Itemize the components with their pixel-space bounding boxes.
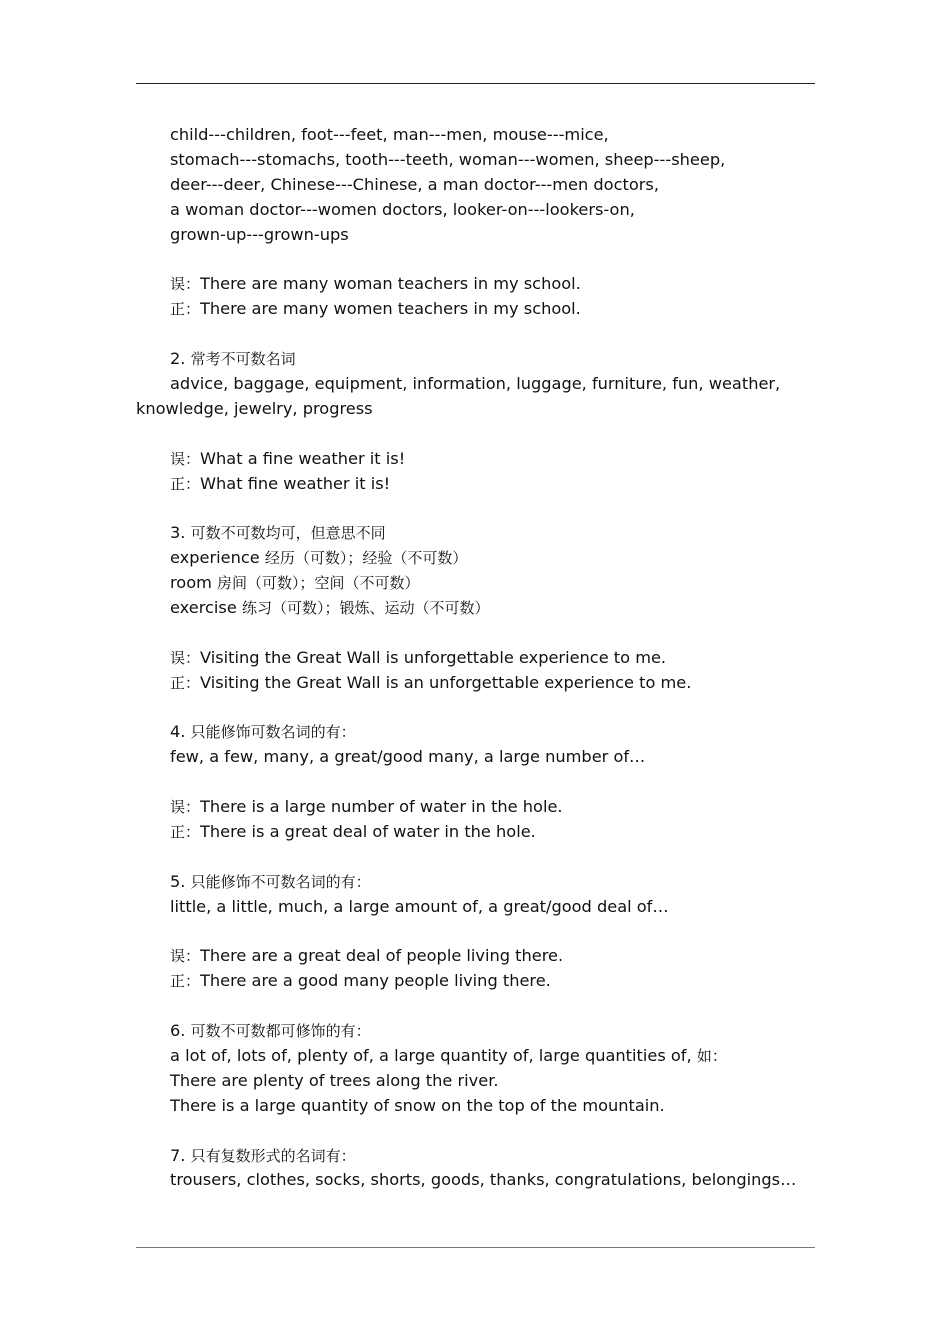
wrong-mark: 误： <box>170 275 201 294</box>
spacer <box>136 422 816 447</box>
section-title: 只能修饰可数名词的有： <box>190 723 356 742</box>
spacer <box>136 696 816 721</box>
wrong-example <box>136 944 816 969</box>
wrong-example <box>136 447 816 472</box>
section-body-text: a lot of, lots of, plenty of, a large quantity of, large quantities of, <box>170 1045 692 1065</box>
term: exercise <box>170 597 237 617</box>
wrong-text: Visiting the Great Wall is unforgettable experience to me. <box>200 647 667 667</box>
section-body: little, a little, much, a large amount of, a great/good deal of… <box>170 896 669 916</box>
right-text: There is a great deal of water in the hole. <box>200 821 536 841</box>
wrong-mark: 误： <box>170 449 201 468</box>
section-number: 4. <box>170 722 186 742</box>
right-mark: 正： <box>170 300 201 319</box>
section-number: 7. <box>170 1145 186 1165</box>
term-meaning: 房间（可数）；空间（不可数） <box>217 574 420 593</box>
spacer <box>136 845 816 870</box>
definition-item <box>136 546 816 571</box>
wrong-example <box>136 272 816 297</box>
section-title: 只有复数形式的名词有： <box>190 1146 356 1165</box>
right-text: There are a good many people living there. <box>200 971 551 991</box>
definition-item <box>136 571 816 596</box>
example-sentence: There is a large quantity of snow on the top of the mountain. <box>170 1095 665 1115</box>
section-title: 可数不可数均可，但意思不同 <box>190 524 386 543</box>
wrong-mark: 误： <box>170 947 201 966</box>
right-example <box>136 472 816 497</box>
wrong-example <box>136 795 816 820</box>
section-body: few, a few, many, a great/good many, a large number of… <box>170 747 646 767</box>
section-number: 6. <box>170 1021 186 1041</box>
section-heading-4 <box>136 720 816 745</box>
wrong-text: What a fine weather it is! <box>200 448 406 468</box>
spacer <box>136 920 816 945</box>
section-body <box>136 1044 816 1069</box>
wrong-text: There is a large number of water in the hole. <box>200 797 563 817</box>
plural-line: stomach---stomachs, tooth---teeth, woman---women, sheep---sheep, <box>170 149 726 169</box>
spacer <box>136 994 816 1019</box>
section-heading-2 <box>136 347 816 372</box>
right-example <box>136 969 816 994</box>
plural-line: a woman doctor---women doctors, looker-on---lookers-on, <box>170 199 635 219</box>
section-heading-6 <box>136 1019 816 1044</box>
footer-rule <box>136 1247 815 1248</box>
spacer <box>136 770 816 795</box>
wrong-mark: 误： <box>170 648 201 667</box>
right-text: What fine weather it is! <box>200 473 391 493</box>
wrong-text: There are a great deal of people living there. <box>200 946 564 966</box>
wrong-example <box>136 646 816 671</box>
section-number: 2. <box>170 349 186 369</box>
header-rule <box>136 83 815 84</box>
example-marker: 如： <box>696 1046 727 1065</box>
right-example <box>136 671 816 696</box>
right-mark: 正： <box>170 972 201 991</box>
section-body: advice, baggage, equipment, information, luggage, furniture, fun, weather, knowledge, jewelry, progress <box>136 373 781 418</box>
right-text: There are many women teachers in my school. <box>200 299 581 319</box>
right-example <box>136 297 816 322</box>
definition-item <box>136 596 816 621</box>
term-meaning: 经历（可数）；经验（不可数） <box>264 549 468 568</box>
spacer <box>136 496 816 521</box>
term: room <box>170 573 212 593</box>
right-text: Visiting the Great Wall is an unforgettable experience to me. <box>200 672 692 692</box>
section-heading-7 <box>136 1144 816 1169</box>
wrong-mark: 误： <box>170 798 201 817</box>
section-heading-5 <box>136 870 816 895</box>
section-title: 可数不可数都可修饰的有： <box>190 1022 371 1041</box>
spacer <box>136 322 816 347</box>
right-mark: 正： <box>170 673 201 692</box>
section-title: 常考不可数名词 <box>190 350 296 369</box>
term-meaning: 练习（可数）；锻炼、运动（不可数） <box>241 598 490 617</box>
spacer <box>136 621 816 646</box>
right-example <box>136 820 816 845</box>
document-body <box>136 123 816 1193</box>
wrong-text: There are many woman teachers in my school. <box>200 274 581 294</box>
term: experience <box>170 548 260 568</box>
right-mark: 正： <box>170 474 201 493</box>
right-mark: 正： <box>170 822 201 841</box>
section-heading-3 <box>136 521 816 546</box>
section-body: trousers, clothes, socks, shorts, goods, thanks, congratulations, belongings… <box>170 1170 797 1190</box>
spacer <box>136 247 816 272</box>
example-sentence: There are plenty of trees along the river. <box>170 1070 499 1090</box>
plural-line: deer---deer, Chinese---Chinese, a man doctor---men doctors, <box>170 174 659 194</box>
section-number: 5. <box>170 871 186 891</box>
plural-line: grown-up---grown-ups <box>170 224 349 244</box>
section-number: 3. <box>170 523 186 543</box>
plural-line: child---children, foot---feet, man---men, mouse---mice, <box>170 125 609 144</box>
section-title: 只能修饰不可数名词的有： <box>190 872 371 891</box>
spacer <box>136 1119 816 1144</box>
